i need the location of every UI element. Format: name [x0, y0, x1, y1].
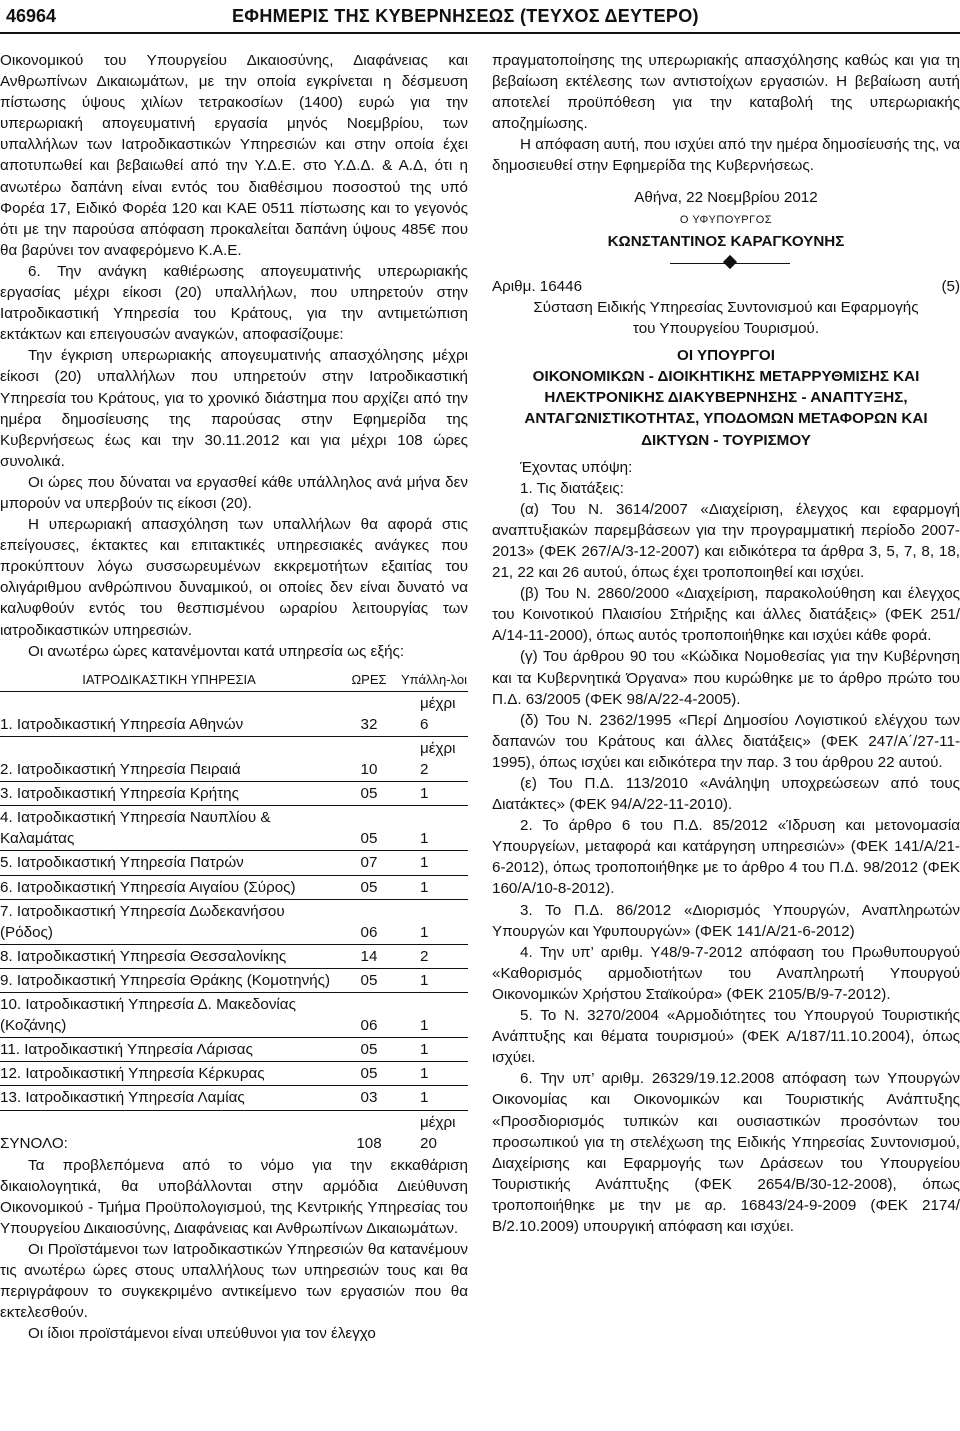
- paragraph: Τα προβλεπόμενα από το νόμο για την εκκαθάριση δικαιολογητικά, θα υποβάλλονται στην αρμόδια Διεύθυνση Οικονομικού - Τμήμα Προϋπολογισμού, της Κεντρικής Υπηρεσίας του Υπουργείου Δικαιοσύνης, Διαφάνειας και Ανθρωπίνων Δικαιωμάτων.: [0, 1156, 468, 1237]
- paragraph: 3. Το Π.Δ. 86/2012 «Διορισμός Υπουργών, Αναπληρωτών Υπουργών και Υφυπουργών» (ΦΕΚ 141/Α/21-6-2012): [492, 901, 960, 940]
- table-header-row: [0, 668, 468, 692]
- decision-index: (5): [941, 277, 960, 295]
- service-name: 11. Ιατροδικαστική Υπηρεσία Λάρισας: [0, 1041, 253, 1059]
- hours: 05: [360, 971, 378, 989]
- table-total-row: [0, 1110, 468, 1155]
- hours-allocation-table: [0, 668, 468, 1155]
- table-row: [0, 899, 468, 944]
- section-separator: [492, 252, 960, 276]
- paragraph: (δ) Του Ν. 2362/1995 «Περί Δημοσίου Λογιστικού ελέγχου των δαπανών του Κράτους και άλλες διατάξεις» (ΦΕΚ 247/Α΄/27-11-1995), όπως ισχύει και ειδικότερα την παρ. 3 του άρθρου 22 αυτού.: [492, 711, 960, 771]
- service-name: 1. Ιατροδικαστική Υπηρεσία Αθηνών: [0, 715, 244, 733]
- service-name: 8. Ιατροδικαστική Υπηρεσία Θεσσαλονίκης: [0, 947, 287, 965]
- page-number: 46964: [6, 6, 57, 26]
- table-row: [0, 691, 468, 736]
- paragraph: 4. Την υπ’ αριθμ. Υ48/9-7-2012 απόφαση του Πρωθυπουργού «Καθορισμός αρμοδιοτήτων του Αναπληρωτή Υπουργού Οικονομικών Χρήστου Σταϊκούρα» (ΦΕΚ 2105/Β/9-7-2012).: [492, 943, 960, 1003]
- employees: 1: [420, 854, 429, 872]
- hours: 05: [360, 878, 378, 896]
- service-name: 12. Ιατροδικαστική Υπηρεσία Κέρκυρας: [0, 1065, 265, 1083]
- employees: μέχρι 2: [420, 740, 456, 779]
- paragraph: 5. Το Ν. 3270/2004 «Αρμοδιότητες του Υπουργού Τουριστικής Ανάπτυξης και θέματα τουρισμού» (ΦΕΚ Α/187/11.10.2004), όπως ισχύει.: [492, 1007, 960, 1067]
- table-row: [0, 1086, 468, 1110]
- employees: 1: [420, 830, 429, 848]
- paragraph: Οι ίδιοι προϊστάμενοι είναι υπεύθυνοι για τον έλεγχο: [28, 1325, 376, 1343]
- table-row: [0, 806, 468, 851]
- paragraph: (ε) Του Π.Δ. 113/2010 «Ανάληψη υποχρεώσεων από τους Διατάκτες» (ΦΕΚ 94/Α/22-11-2010).: [492, 775, 960, 814]
- service-name: 3. Ιατροδικαστική Υπηρεσία Κρήτης: [0, 785, 239, 803]
- employees: 1: [420, 1089, 429, 1107]
- paragraph: Οι Προϊστάμενοι των Ιατροδικαστικών Υπηρεσιών θα κατανέμουν τις ανωτέρω ώρες στους υπαλλήλους των υπηρεσιών τους και θα περιγράφουν το συγκεκριμένο αντικείμενο των εργασιών που θα εκτελεσθούν.: [0, 1241, 468, 1322]
- service-name: 7. Ιατροδικαστική Υπηρεσία Δωδεκανήσου (Ρόδος): [0, 902, 285, 941]
- signatory-name: ΚΩΝΣΤΑΝΤΙΝΟΣ ΚΑΡΑΓΚΟΥΝΗΣ: [607, 232, 845, 250]
- decision-number: Αριθμ. 16446: [492, 277, 583, 295]
- paragraph: Την έγκριση υπερωριακής απογευματινής απασχόλησης μέχρι είκοσι (20) υπαλλήλων που υπηρετούν στην Ιατροδικαστική Υπηρεσία του Κράτους, για το χρονικό διάστημα που αρχίζει από την ημέρα δημοσίευσης της παρούσας στην Εφημερίδα της Κυβερνήσεως έως και την 30.11.2012 και για μέχρι 108 ώρες συνολικά.: [0, 347, 468, 470]
- paragraph: 6. Την υπ’ αριθμ. 26329/19.12.2008 απόφαση των Υπουργών Οικονομίας και Οικονομικών και Τουριστικής Ανάπτυξης «Προσδιορισμός τυπικών και ουσιαστικών προσόντων του προσωπικού για τη στελέχωση της Ειδικής Υπηρεσίας Συντονισμού, Διαχείρισης και Εφαρμογής των Δράσεων του Υπουργείου Τουριστικής Ανάπτυξης (ΦΕΚ 2654/Β/30-12-2008), όπως τροποποιήθηκε με την με αρ. 16843/24-9-2009 (ΦΕΚ 2174/Β/2.10.2009) υπουργική απόφαση και ισχύει.: [492, 1070, 960, 1235]
- paragraph: (β) Του Ν. 2860/2000 «Διαχείριση, παρακολούθηση και έλεγχος του Κοινοτικού Πλαισίου Στήριξης και άλλες διατάξεις» (ΦΕΚ 251/Α/14-11-2000), όπως αυτός τροποποιήθηκε και ισχύει κάθε φορά.: [492, 585, 960, 645]
- hours: 14: [360, 947, 378, 965]
- service-name: 6. Ιατροδικαστική Υπηρεσία Αιγαίου (Σύρος): [0, 878, 296, 896]
- left-column: [0, 50, 468, 1345]
- column-header: Υπάλλη-λοι: [401, 671, 467, 687]
- paragraph: (α) Του Ν. 3614/2007 «Διαχείριση, έλεγχος και εφαρμογή αναπτυξιακών παρεμβάσεων για την προγραμματική περίοδο 2007-2013» (ΦΕΚ 267/Α/3-12-2007) και ειδικότερα τα άρθρα 3, 5, 7, 8, 18, 21, 22 και 26 αυτού, όπως έχει τροποποιηθεί και ισχύει.: [492, 500, 960, 582]
- ministries-heading: ΟΙΚΟΝΟΜΙΚΩΝ - ΔΙΟΙΚΗΤΙΚΗΣ ΜΕΤΑΡΡΥΘΜΙΣΗΣ ΚΑΙ ΗΛΕΚΤΡΟΝΙΚΗΣ ΔΙΑΚΥΒΕΡΝΗΣΗΣ - ΑΝΑΠΤΥΞΗΣ, ΑΝΤΑΓΩΝΙΣΤΙΚΟΤΗΤΑΣ, ΥΠΟΔΟΜΩΝ ΜΕΤΑΦΟΡΩΝ ΚΑΙ ΔΙΚΤΥΩΝ - ΤΟΥΡΙΣΜΟΥ: [524, 368, 928, 449]
- employees: 1: [420, 923, 429, 941]
- paragraph: Έχοντας υπόψη:: [520, 458, 633, 476]
- hours: 05: [360, 785, 378, 803]
- table-row: [0, 737, 468, 782]
- hours: 05: [360, 830, 378, 848]
- service-name: 4. Ιατροδικαστική Υπηρεσία Ναυπλίου & Καλαμάτας: [0, 809, 271, 848]
- paragraph: 6. Την ανάγκη καθιέρωσης απογευματινής υπερωριακής εργασίας μέχρι είκοσι (20) υπαλλήλων, που υπηρετούν στην Ιατροδικαστική Υπηρεσία του Κράτους, για την αντιμετώπιση εκτάκτων και επειγουσών αναγκών, αποφασίζουμε:: [0, 262, 468, 344]
- service-name: 2. Ιατροδικαστική Υπηρεσία Πειραιά: [0, 761, 241, 779]
- table-row: [0, 782, 468, 806]
- service-name: 9. Ιατροδικαστική Υπηρεσία Θράκης (Κομοτηνής): [0, 971, 331, 989]
- hours: 06: [360, 923, 378, 941]
- table-row: [0, 1038, 468, 1062]
- ministers-heading: ΟΙ ΥΠΟΥΡΓΟΙ: [677, 347, 775, 365]
- total-employees: μέχρι 20: [420, 1113, 456, 1152]
- total-label: ΣΥΝΟΛΟ:: [0, 1134, 68, 1152]
- hours: 06: [360, 1017, 378, 1035]
- paragraph: Η απόφαση αυτή, που ισχύει από την ημέρα δημοσίευσής της, να δημοσιευθεί στην Εφημερίδα της Κυβερνήσεως.: [492, 136, 960, 175]
- hours: 05: [360, 1065, 378, 1083]
- employees: 1: [420, 878, 429, 896]
- table-row: [0, 968, 468, 992]
- paragraph: 1. Τις διατάξεις:: [520, 479, 624, 497]
- paragraph: πραγματοποίησης της υπερωριακής απασχόλησης καθώς και για τη βεβαίωση εκτέλεσης των αντιστοίχων εργασιών. Η βεβαίωση αυτή αποτελεί προϋπόθεση για την καταβολή της υπερωριακής αποζημίωσης.: [492, 52, 960, 133]
- hours: 32: [360, 715, 378, 733]
- paragraph: Οι ώρες που δύναται να εργασθεί κάθε υπάλληλος ανά μήνα δεν μπορούν να υπερβούν τις είκοσι (20).: [0, 473, 468, 512]
- decision-title: Σύσταση Ειδικής Υπηρεσίας Συντονισμού και Εφαρμογής του Υπουργείου Τουρισμού.: [533, 298, 919, 338]
- table-row: [0, 944, 468, 968]
- hours: 05: [360, 1041, 378, 1059]
- decision-number-row: [492, 276, 960, 297]
- right-column: [492, 50, 960, 1237]
- paragraph: 2. Το άρθρο 6 του Π.Δ. 85/2012 «Ίδρυση και μετονομασία Υπουργείων, μεταφορά και κατάργηση υπηρεσιών» (ΦΕΚ 141/Α/21-6-2012), όπως τροποποιήθηκε με το άρθρο 4 του Π.Δ. 98/2012 (ΦΕΚ 160/Α/10-8-2012).: [492, 817, 960, 898]
- paragraph: Οι ανωτέρω ώρες κατανέμονται κατά υπηρεσία ως εξής:: [28, 642, 405, 660]
- employees: 1: [420, 1017, 429, 1035]
- table-row: [0, 851, 468, 875]
- page-header: [0, 0, 960, 34]
- hours: 07: [360, 854, 378, 872]
- table-row: [0, 1062, 468, 1086]
- column-header: ΙΑΤΡΟΔΙΚΑΣΤΙΚΗ ΥΠΗΡΕΣΙΑ: [82, 671, 256, 687]
- hours: 03: [360, 1089, 378, 1107]
- paragraph: Οικονομικού του Υπουργείου Δικαιοσύνης, Διαφάνειας και Ανθρωπίνων Δικαιωμάτων, με την οποία εγκρίνεται η δέσμευση πίστωσης ύψους χιλίων τετρακοσίων (1400) ευρώ για την υπερωριακή απογευματινή εργασία μηνός Νοεμβρίου, των υπαλλήλων των Ιατροδικαστικών Υπηρεσιών και στην οποία έχει αποτυπωθεί και βεβαιωθεί από την Υ.Δ.Ε. στο Υ.Δ.Δ. & Α.Δ, ότι η ανωτέρω δαπάνη είναι εντός του διαθέσιμου ποσοστού της υπό Φορέα 17, Ειδικό Φορέα 120 και ΚΑΕ 0511 πίστωσης και το γεγονός ότι με την παρούσα απόφαση προκαλείται δαπάνη ύψους 485€ που θα βαρύνει τον αναφερόμενο Κ.Α.Ε.: [0, 52, 468, 259]
- employees: 1: [420, 1041, 429, 1059]
- employees: μέχρι 6: [420, 694, 456, 733]
- paragraph: (γ) Του άρθρου 90 του «Κώδικα Νομοθεσίας για την Κυβέρνηση και τα Κυβερνητικά Όργανα» που κυρώθηκε με το άρθρο πρώτο του Π.Δ. 63/2005 (ΦΕΚ 98/Α/22-4-2005).: [492, 648, 960, 708]
- employees: 1: [420, 1065, 429, 1083]
- hours: 10: [360, 761, 378, 779]
- column-header: ΩΡΕΣ: [351, 671, 387, 687]
- service-name: 13. Ιατροδικαστική Υπηρεσία Λαμίας: [0, 1089, 245, 1107]
- table-row: [0, 875, 468, 899]
- service-name: 10. Ιατροδικαστική Υπηρεσία Δ. Μακεδονίας (Κοζάνης): [0, 996, 296, 1035]
- employees: 1: [420, 971, 429, 989]
- gazette-title: ΕΦΗΜΕΡΙΣ ΤΗΣ ΚΥΒΕΡΝΗΣΕΩΣ (ΤΕΥΧΟΣ ΔΕΥΤΕΡΟ): [232, 6, 699, 26]
- employees: 2: [420, 947, 429, 965]
- table-row: [0, 993, 468, 1038]
- total-hours: 108: [356, 1134, 382, 1152]
- service-name: 5. Ιατροδικαστική Υπηρεσία Πατρών: [0, 854, 244, 872]
- signatory-role: Ο ΥΦΥΠΟΥΡΓΟΣ: [679, 213, 773, 226]
- employees: 1: [420, 785, 429, 803]
- paragraph: Η υπερωριακή απασχόληση των υπαλλήλων θα αφορά στις επείγουσες, έκτακτες και επιτακτικές υπηρεσιακές ανάγκες που προκύπτουν λόγω συσσωρευμένων εκκρεμοτήτων εξαιτίας του ολιγάριθμου ανθρώπινου δυναμικού, οι οποίες δεν είναι δυνατό να καλυφθούν εντός του θεσπισμένου ωραρίου λειτουργίας των ιατροδικαστικών υπηρεσιών.: [0, 516, 468, 639]
- signature-date: Αθήνα, 22 Νοεμβρίου 2012: [634, 188, 818, 206]
